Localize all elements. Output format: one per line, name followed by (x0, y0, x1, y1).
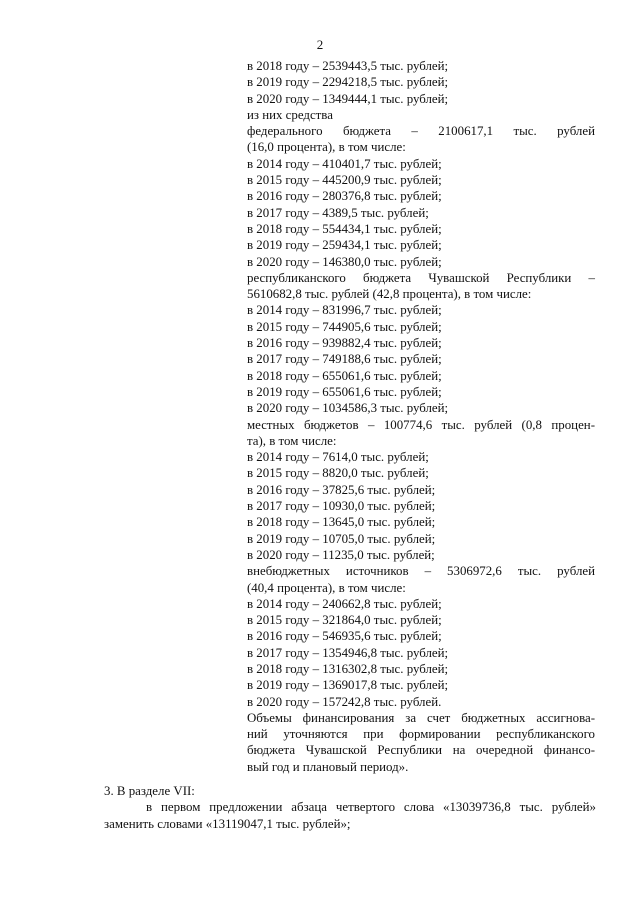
text-line: федерального бюджета – 2100617,1 тыс. рублей (247, 124, 595, 139)
text-line: в 2017 году – 749188,6 тыс. рублей; (247, 352, 442, 367)
text-line: в 2015 году – 8820,0 тыс. рублей; (247, 466, 429, 481)
text-line: в 2020 году – 1034586,3 тыс. рублей; (247, 401, 449, 416)
text-line: в 2014 году – 240662,8 тыс. рублей; (247, 596, 442, 611)
text-line: в 2019 году – 1369017,8 тыс. рублей; (247, 678, 449, 693)
text-line: в 2019 году – 10705,0 тыс. рублей; (247, 531, 436, 546)
text-line: республиканского бюджета Чувашской Республики – (247, 270, 595, 285)
text-line: в 2018 году – 2539443,5 тыс. рублей; (247, 59, 449, 73)
text-line: в 2015 году – 321864,0 тыс. рублей; (247, 613, 442, 628)
text-line: в первом предложении абзаца четвертого слова «13039736,8 тыс. рублей» (146, 800, 596, 815)
text-line: в 2015 году – 744905,6 тыс. рублей; (247, 319, 442, 334)
text-line: в 2019 году – 2294218,5 тыс. рублей; (247, 75, 449, 90)
text-line: в 2014 году – 410401,7 тыс. рублей; (247, 156, 442, 171)
text-line: ний уточняются при формировании республиканского (247, 727, 595, 742)
text-line: 5610682,8 тыс. рублей (42,8 процента), в том числе: (247, 287, 532, 302)
text-line: Объемы финансирования за счет бюджетных ассигнова- (247, 710, 595, 725)
text-line: (16,0 процента), в том числе: (247, 140, 406, 155)
text-line: бюджета Чувашской Республики на очередной финансо- (247, 743, 595, 758)
text-line: в 2019 году – 655061,6 тыс. рублей; (247, 384, 442, 399)
text-line: в 2017 году – 10930,0 тыс. рублей; (247, 499, 436, 514)
text-line: в 2018 году – 13645,0 тыс. рублей; (247, 515, 436, 530)
page-number: 2 (316, 37, 324, 52)
text-line: внебюджетных источников – 5306972,6 тыс. рублей (247, 564, 595, 579)
text-line: в 2018 году – 655061,6 тыс. рублей; (247, 368, 442, 383)
text-line: в 2015 году – 445200,9 тыс. рублей; (247, 173, 442, 188)
text-line: из них средства (247, 107, 333, 122)
section-3 (104, 783, 596, 832)
text-line: (40,4 процента), в том числе: (247, 580, 406, 595)
text-line: в 2014 году – 831996,7 тыс. рублей; (247, 303, 442, 318)
text-line: местных бюджетов – 100774,6 тыс. рублей (0,8 процен- (247, 417, 595, 432)
text-line: в 2019 году – 259434,1 тыс. рублей; (247, 238, 442, 253)
text-line: в 2016 году – 546935,6 тыс. рублей; (247, 629, 442, 644)
text-line: в 2018 году – 554434,1 тыс. рублей; (247, 221, 442, 236)
section-heading: 3. В разделе VII: (104, 784, 195, 798)
text-line: в 2020 году – 11235,0 тыс. рублей; (247, 547, 435, 562)
text-line: в 2016 году – 37825,6 тыс. рублей; (247, 482, 436, 497)
text-line: в 2020 году – 1349444,1 тыс. рублей; (247, 91, 449, 106)
text-line: в 2017 году – 4389,5 тыс. рублей; (247, 205, 429, 220)
text-line: в 2014 году – 7614,0 тыс. рублей; (247, 450, 429, 465)
text-line: заменить словами «13119047,1 тыс. рублей»; (104, 816, 351, 831)
text-line: в 2018 году – 1316302,8 тыс. рублей; (247, 661, 449, 676)
text-line: та), в том числе: (247, 433, 337, 448)
text-line: вый год и плановый период». (247, 759, 409, 774)
text-line: в 2016 году – 280376,8 тыс. рублей; (247, 189, 442, 204)
text-line: в 2017 году – 1354946,8 тыс. рублей; (247, 645, 449, 660)
text-line: в 2020 году – 146380,0 тыс. рублей; (247, 254, 442, 269)
funding-block (247, 58, 595, 775)
text-line: в 2020 году – 157242,8 тыс. рублей. (247, 694, 442, 709)
text-line: в 2016 году – 939882,4 тыс. рублей; (247, 336, 442, 351)
